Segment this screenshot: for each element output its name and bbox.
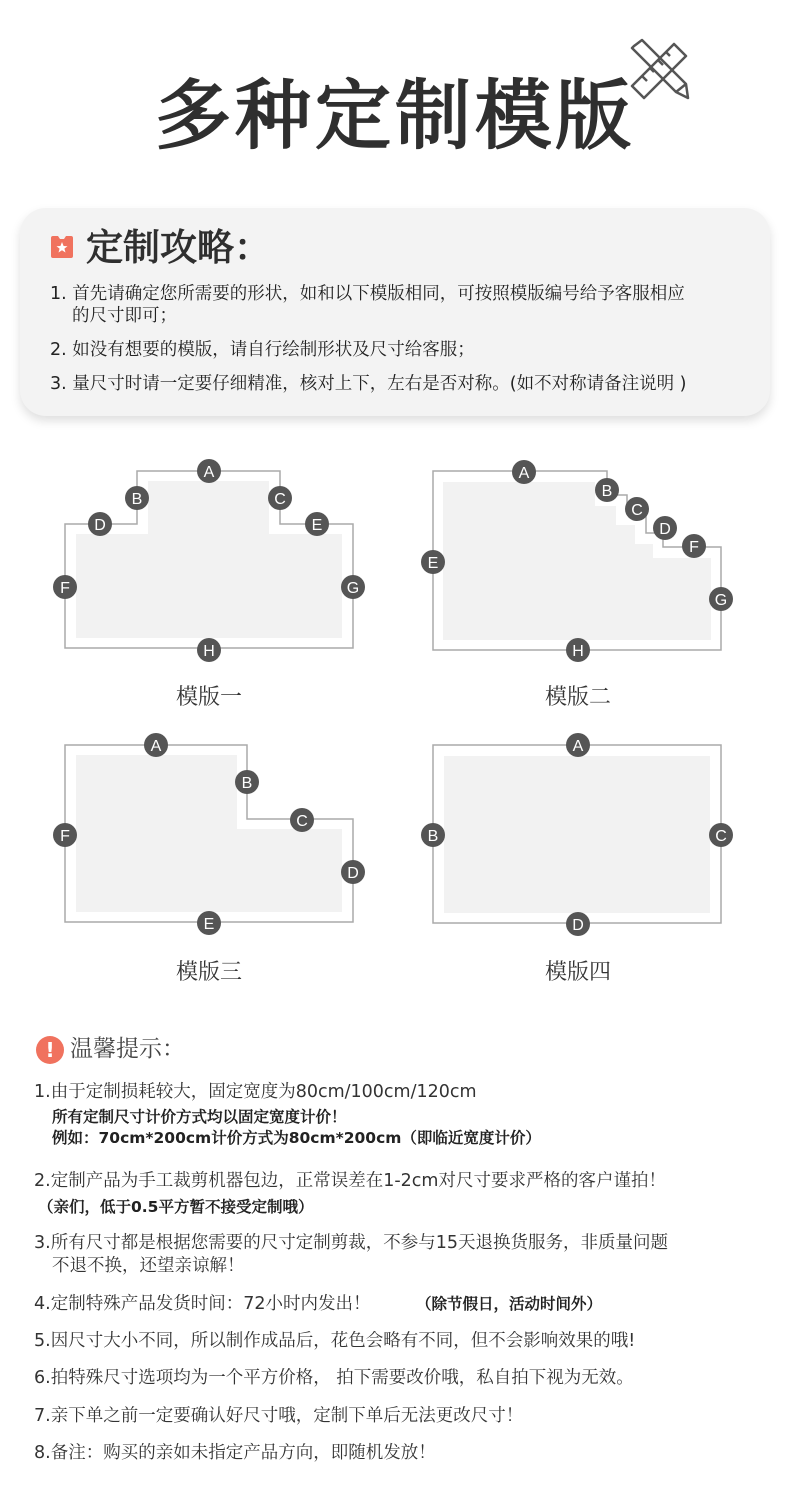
badge-d: [566, 912, 590, 936]
template-4-shape: [395, 715, 790, 995]
badge-h: [566, 638, 590, 662]
tip-2-note: （亲们，低于0.5平方暂不接受定制哦）: [38, 1198, 314, 1216]
template-3-caption: 模版三: [175, 960, 242, 985]
badge-d: [341, 860, 365, 884]
guide-item-2: 2. 如没有想要的模版，请自行绘制形状及尺寸给客服；: [50, 340, 475, 360]
badge-a: [512, 460, 536, 484]
page-title: 多种定制模版: [155, 71, 635, 160]
tip-3-cont: 不退不换，还望亲谅解！: [52, 1256, 245, 1276]
badge-a: [197, 459, 221, 483]
svg-text:H: H: [203, 643, 215, 660]
badge-e: [305, 512, 329, 536]
template-4-caption: 模版四: [544, 960, 611, 985]
badge-d: [653, 516, 677, 540]
svg-text:B: B: [427, 828, 439, 845]
badge-f: [53, 823, 77, 847]
badge-c: [268, 486, 292, 510]
template-1: [0, 440, 395, 720]
badge-c: [290, 808, 314, 832]
svg-text:B: B: [241, 775, 253, 792]
exclamation-icon: !: [36, 1036, 64, 1064]
svg-text:A: A: [572, 738, 584, 755]
svg-text:E: E: [203, 916, 215, 933]
tips-title: 温馨提示：: [70, 1036, 185, 1062]
svg-text:F: F: [60, 828, 70, 845]
badge-f: [682, 534, 706, 558]
badge-f: [53, 575, 77, 599]
badge-h: [197, 638, 221, 662]
tip-4: 4.定制特殊产品发货时间：72小时内发出！: [34, 1294, 371, 1314]
svg-text:B: B: [601, 483, 613, 500]
badge-a: [566, 733, 590, 757]
template-3-shape: [0, 715, 395, 995]
svg-text:H: H: [572, 643, 584, 660]
guide-card: [20, 208, 770, 416]
tip-4-note: （除节假日，活动时间外）: [416, 1295, 603, 1313]
svg-text:B: B: [131, 491, 143, 508]
svg-text:G: G: [714, 592, 728, 609]
template-2: [395, 440, 790, 720]
badge-b: [125, 486, 149, 510]
badge-b: [595, 478, 619, 502]
badge-e: [421, 550, 445, 574]
tip-3: 3.所有尺寸都是根据您需要的尺寸定制剪裁，不参与15天退换货服务，非质量问题: [34, 1233, 668, 1253]
template-1-caption: 模版一: [175, 685, 242, 710]
svg-text:D: D: [347, 865, 359, 882]
badge-g: [709, 587, 733, 611]
template-2-caption: 模版二: [544, 685, 611, 710]
svg-text:D: D: [659, 521, 671, 538]
svg-text:F: F: [689, 539, 699, 556]
tip-7: 7.亲下单之前一定要确认好尺寸哦，定制下单后无法更改尺寸！: [34, 1406, 524, 1426]
svg-text:A: A: [150, 738, 162, 755]
svg-text:A: A: [203, 464, 215, 481]
svg-text:C: C: [715, 828, 727, 845]
badge-a: [144, 733, 168, 757]
badge-g: [341, 575, 365, 599]
template-1-shape: [0, 440, 395, 720]
template-3: [0, 715, 395, 995]
svg-text:A: A: [518, 465, 530, 482]
svg-text:E: E: [427, 555, 439, 572]
svg-text:C: C: [274, 491, 286, 508]
tip-5: 5.因尺寸大小不同，所以制作成品后，花色会略有不同，但不会影响效果的哦!: [34, 1331, 636, 1351]
svg-text:G: G: [346, 580, 360, 597]
badge-d: [88, 512, 112, 536]
badge-c: [709, 823, 733, 847]
tip-1-note: 所有定制尺寸计价方式均以固定宽度计价！: [52, 1108, 347, 1126]
template-4: [395, 715, 790, 995]
badge-b: [235, 770, 259, 794]
template-2-shape: [395, 440, 790, 720]
guide-item-1: 1. 首先请确定您所需要的形状，如和以下模版相同，可按照模版编号给予客服相应: [50, 284, 685, 304]
ruler-pencil-icon: [624, 36, 696, 100]
badge-b: [421, 823, 445, 847]
tip-1-example: 例如：70cm*200cm计价方式为80cm*200cm（即临近宽度计价）: [52, 1129, 541, 1147]
svg-text:F: F: [60, 580, 70, 597]
svg-text:D: D: [572, 917, 584, 934]
tip-2: 2.定制产品为手工裁剪机器包边，正常误差在1-2cm对尺寸要求严格的客户谨拍！: [34, 1171, 666, 1191]
tip-6: 6.拍特殊尺寸选项均为一个平方价格， 拍下需要改价哦，私自拍下视为无效。: [34, 1368, 634, 1388]
svg-text:C: C: [296, 813, 308, 830]
svg-text:E: E: [311, 517, 323, 534]
bookmark-star-icon: [48, 234, 76, 260]
tip-8: 8.备注：购买的亲如未指定产品方向，即随机发放！: [34, 1443, 436, 1463]
guide-item-1-cont: 的尺寸即可；: [72, 306, 177, 326]
tip-1: 1.由于定制损耗较大，固定宽度为80cm/100cm/120cm: [34, 1082, 477, 1102]
badge-e: [197, 911, 221, 935]
guide-heading: 定制攻略：: [86, 226, 271, 269]
svg-text:D: D: [94, 517, 106, 534]
guide-item-3: 3. 量尺寸时请一定要仔细精准，核对上下，左右是否对称。(如不对称请备注说明 ): [50, 374, 687, 394]
svg-text:C: C: [631, 502, 643, 519]
badge-c: [625, 497, 649, 521]
